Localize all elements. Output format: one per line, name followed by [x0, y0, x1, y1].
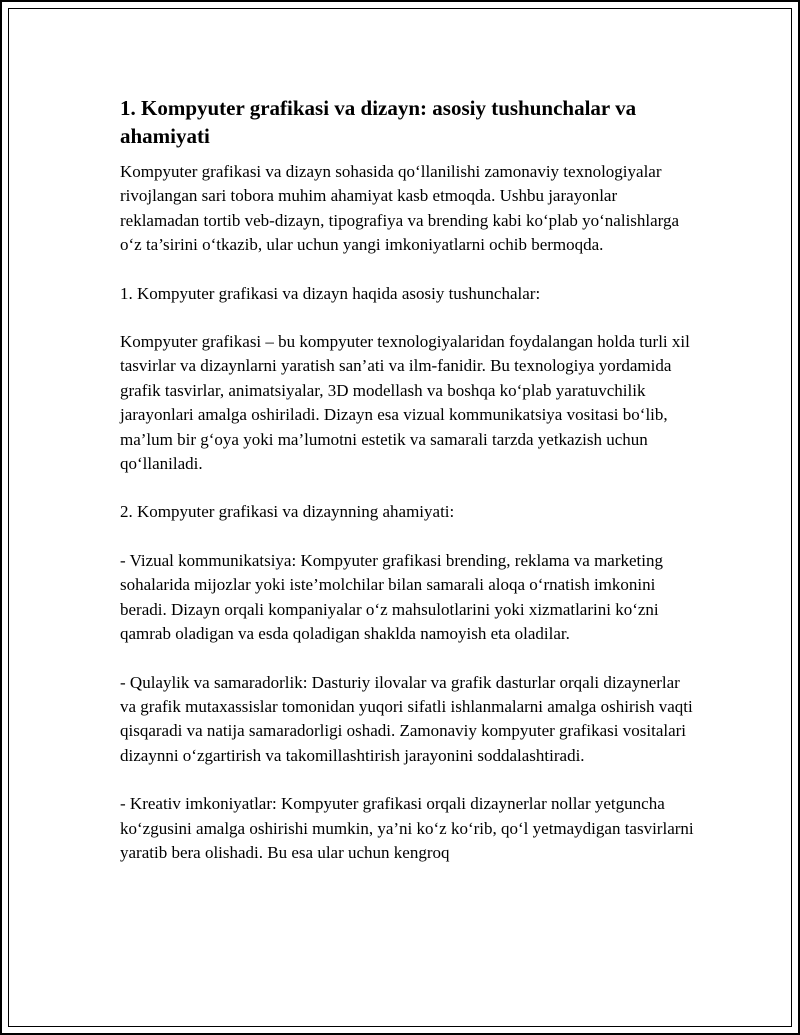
list-item-efficiency: - Qulaylik va samaradorlik: Dasturiy ilovalar va grafik dasturlar orqali dizaynerlar va grafik mutaxassislar tomonidan yuqori sifatli ishlanmalarni amalga oshirish vaqti qisqaradi va natija samaradorligi oshadi. Zamonaviy kompyuter grafikasi vositalari dizaynni o‘zgartirish va takomillashtirish jarayonini soddalashtiradi.	[120, 672, 693, 765]
subsection-title-concepts: 1. Kompyuter grafikasi va dizayn haqida asosiy tushunchalar:	[120, 283, 541, 303]
document-content	[120, 94, 700, 889]
concepts-paragraph: Kompyuter grafikasi – bu kompyuter texnologiyalaridan foydalangan holda turli xil tasvirlar va dizaynlarni yaratish san’ati va ilm-fanidir. Bu texnologiya yordamida grafik tasvirlar, animatsiyalar, 3D modellash va boshqa ko‘plab yaratuvchilik jarayonlari amalga oshiriladi. Dizayn esa vizual kommunikatsiya vositasi bo‘lib, ma’lum bir g‘oya yoki ma’lumotni estetik va samarali tarzda yetkazish uchun qo‘llaniladi.	[120, 332, 690, 474]
section-heading: 1. Kompyuter grafikasi va dizayn: asosiy tushunchalar va ahamiyati	[120, 96, 637, 148]
intro-paragraph: Kompyuter grafikasi va dizayn sohasida qo‘llanilishi zamonaviy texnologiyalar rivojlangan sari tobora muhim ahamiyat kasb etmoqda. Ushbu jarayonlar reklamadan tortib veb-dizayn, tipografiya va brending kabi ko‘plab yo‘nalishlarga o‘z ta’sirini o‘tkazib, ular uchun yangi imkoniyatlarni ochib bermoqda.	[120, 162, 680, 255]
list-item-creative-opportunities: - Kreativ imkoniyatlar: Kompyuter grafikasi orqali dizaynerlar nollar yetguncha ko‘zgusini amalga oshirishi mumkin, ya’ni ko‘z ko‘rib, qo‘l yetmaydigan tasvirlarni yaratib bera olishadi. Bu esa ular uchun kengroq	[120, 794, 694, 862]
subsection-title-importance: 2. Kompyuter grafikasi va dizaynning ahamiyati:	[120, 502, 455, 522]
list-item-visual-communication: - Vizual kommunikatsiya: Kompyuter grafikasi brending, reklama va marketing sohalarida mijozlar yoki iste’molchilar bilan samarali aloqa o‘rnatish imkonini beradi. Dizayn orqali kompaniyalar o‘z mahsulotlarini yoki xizmatlarini ko‘zni qamrab oladigan va esda qoladigan shaklda namoyish eta oladilar.	[120, 550, 663, 644]
